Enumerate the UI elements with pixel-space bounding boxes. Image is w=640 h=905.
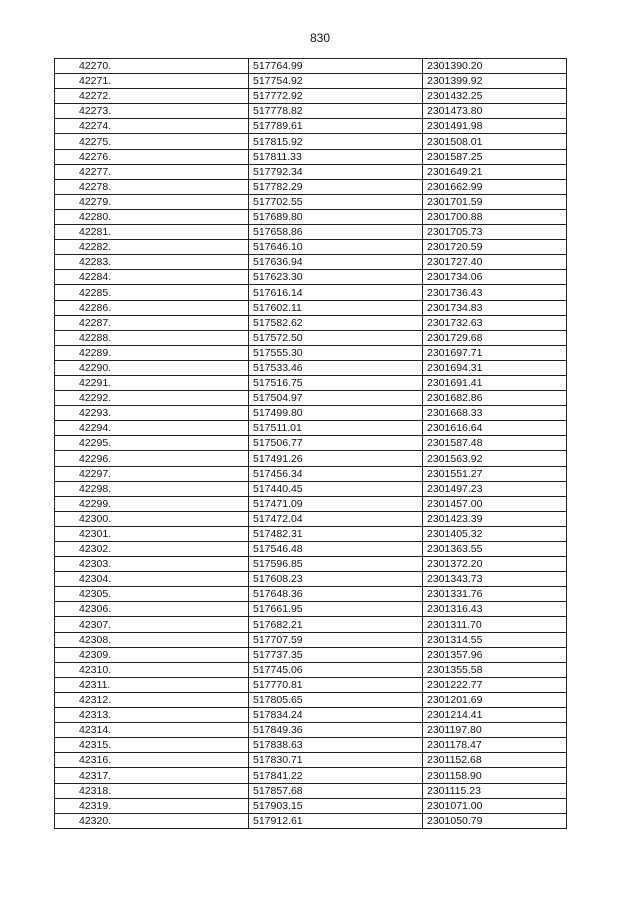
x-coordinate-cell: 517778.82 — [249, 104, 423, 119]
y-coordinate-cell: 2301616.64 — [423, 421, 567, 436]
point-id-cell: 42313. — [55, 708, 249, 723]
point-id-cell: 42312. — [55, 692, 249, 707]
x-coordinate-cell: 517511.01 — [249, 421, 423, 436]
table-row — [55, 692, 567, 707]
y-coordinate-cell: 2301152.68 — [423, 753, 567, 768]
x-coordinate-cell: 517815.92 — [249, 134, 423, 149]
point-id-cell: 42283. — [55, 255, 249, 270]
point-id-cell: 42288. — [55, 330, 249, 345]
table-row — [55, 466, 567, 481]
x-coordinate-cell: 517849.36 — [249, 723, 423, 738]
table-row — [55, 708, 567, 723]
table-row — [55, 164, 567, 179]
point-id-cell: 42291. — [55, 375, 249, 390]
y-coordinate-cell: 2301355.58 — [423, 662, 567, 677]
x-coordinate-cell: 517491.26 — [249, 451, 423, 466]
y-coordinate-cell: 2301682.86 — [423, 391, 567, 406]
y-coordinate-cell: 2301115.23 — [423, 783, 567, 798]
y-coordinate-cell: 2301691.41 — [423, 375, 567, 390]
point-id-cell: 42309. — [55, 647, 249, 662]
table-row — [55, 194, 567, 209]
x-coordinate-cell: 517805.65 — [249, 692, 423, 707]
point-id-cell: 42320. — [55, 813, 249, 828]
x-coordinate-cell: 517689.80 — [249, 209, 423, 224]
y-coordinate-cell: 2301508.01 — [423, 134, 567, 149]
table-row — [55, 753, 567, 768]
y-coordinate-cell: 2301432.25 — [423, 89, 567, 104]
table-row — [55, 315, 567, 330]
point-id-cell: 42286. — [55, 300, 249, 315]
point-id-cell: 42298. — [55, 481, 249, 496]
table-row — [55, 104, 567, 119]
table-row — [55, 813, 567, 828]
y-coordinate-cell: 2301457.00 — [423, 496, 567, 511]
point-id-cell: 42316. — [55, 753, 249, 768]
point-id-cell: 42292. — [55, 391, 249, 406]
point-id-cell: 42281. — [55, 225, 249, 240]
x-coordinate-cell: 517499.80 — [249, 406, 423, 421]
point-id-cell: 42285. — [55, 285, 249, 300]
y-coordinate-cell: 2301551.27 — [423, 466, 567, 481]
table-row — [55, 406, 567, 421]
point-id-cell: 42296. — [55, 451, 249, 466]
point-id-cell: 42306. — [55, 602, 249, 617]
y-coordinate-cell: 2301563.92 — [423, 451, 567, 466]
x-coordinate-cell: 517702.55 — [249, 194, 423, 209]
x-coordinate-cell: 517754.92 — [249, 74, 423, 89]
y-coordinate-cell: 2301178.47 — [423, 738, 567, 753]
coordinates-table — [54, 58, 567, 829]
y-coordinate-cell: 2301343.73 — [423, 572, 567, 587]
table-row — [55, 768, 567, 783]
x-coordinate-cell: 517596.85 — [249, 557, 423, 572]
point-id-cell: 42272. — [55, 89, 249, 104]
point-id-cell: 42282. — [55, 240, 249, 255]
x-coordinate-cell: 517533.46 — [249, 360, 423, 375]
point-id-cell: 42302. — [55, 542, 249, 557]
table-row — [55, 481, 567, 496]
x-coordinate-cell: 517912.61 — [249, 813, 423, 828]
y-coordinate-cell: 2301727.40 — [423, 255, 567, 270]
x-coordinate-cell: 517646.10 — [249, 240, 423, 255]
x-coordinate-cell: 517707.59 — [249, 632, 423, 647]
x-coordinate-cell: 517546.48 — [249, 542, 423, 557]
point-id-cell: 42270. — [55, 59, 249, 74]
point-id-cell: 42271. — [55, 74, 249, 89]
point-id-cell: 42310. — [55, 662, 249, 677]
y-coordinate-cell: 2301649.21 — [423, 164, 567, 179]
table-row — [55, 345, 567, 360]
y-coordinate-cell: 2301734.06 — [423, 270, 567, 285]
x-coordinate-cell: 517682.21 — [249, 617, 423, 632]
x-coordinate-cell: 517648.36 — [249, 587, 423, 602]
y-coordinate-cell: 2301372.20 — [423, 557, 567, 572]
point-id-cell: 42274. — [55, 119, 249, 134]
x-coordinate-cell: 517471.09 — [249, 496, 423, 511]
table-row — [55, 209, 567, 224]
point-id-cell: 42275. — [55, 134, 249, 149]
x-coordinate-cell: 517608.23 — [249, 572, 423, 587]
y-coordinate-cell: 2301662.99 — [423, 179, 567, 194]
x-coordinate-cell: 517770.81 — [249, 677, 423, 692]
table-row — [55, 738, 567, 753]
table-row — [55, 89, 567, 104]
table-row — [55, 225, 567, 240]
point-id-cell: 42277. — [55, 164, 249, 179]
table-row — [55, 240, 567, 255]
y-coordinate-cell: 2301668.33 — [423, 406, 567, 421]
point-id-cell: 42301. — [55, 526, 249, 541]
x-coordinate-cell: 517903.15 — [249, 798, 423, 813]
y-coordinate-cell: 2301720.59 — [423, 240, 567, 255]
y-coordinate-cell: 2301732.63 — [423, 315, 567, 330]
x-coordinate-cell: 517472.04 — [249, 511, 423, 526]
point-id-cell: 42311. — [55, 677, 249, 692]
x-coordinate-cell: 517636.94 — [249, 255, 423, 270]
point-id-cell: 42300. — [55, 511, 249, 526]
table-row — [55, 391, 567, 406]
table-row — [55, 179, 567, 194]
y-coordinate-cell: 2301197.80 — [423, 723, 567, 738]
table-row — [55, 557, 567, 572]
point-id-cell: 42299. — [55, 496, 249, 511]
table-row — [55, 602, 567, 617]
table-row — [55, 74, 567, 89]
table-row — [55, 677, 567, 692]
y-coordinate-cell: 2301316.43 — [423, 602, 567, 617]
x-coordinate-cell: 517792.34 — [249, 164, 423, 179]
y-coordinate-cell: 2301331.76 — [423, 587, 567, 602]
table-row — [55, 511, 567, 526]
point-id-cell: 42289. — [55, 345, 249, 360]
coordinates-table-body — [55, 59, 567, 829]
table-row — [55, 255, 567, 270]
y-coordinate-cell: 2301423.39 — [423, 511, 567, 526]
table-row — [55, 798, 567, 813]
x-coordinate-cell: 517516.75 — [249, 375, 423, 390]
y-coordinate-cell: 2301697.71 — [423, 345, 567, 360]
x-coordinate-cell: 517504.97 — [249, 391, 423, 406]
point-id-cell: 42308. — [55, 632, 249, 647]
point-id-cell: 42304. — [55, 572, 249, 587]
y-coordinate-cell: 2301399.92 — [423, 74, 567, 89]
y-coordinate-cell: 2301222.77 — [423, 677, 567, 692]
table-row — [55, 662, 567, 677]
y-coordinate-cell: 2301405.32 — [423, 526, 567, 541]
y-coordinate-cell: 2301357.96 — [423, 647, 567, 662]
y-coordinate-cell: 2301497.23 — [423, 481, 567, 496]
table-row — [55, 59, 567, 74]
y-coordinate-cell: 2301700.88 — [423, 209, 567, 224]
x-coordinate-cell: 517834.24 — [249, 708, 423, 723]
table-row — [55, 632, 567, 647]
x-coordinate-cell: 517602.11 — [249, 300, 423, 315]
table-row — [55, 723, 567, 738]
table-row — [55, 360, 567, 375]
point-id-cell: 42295. — [55, 436, 249, 451]
y-coordinate-cell: 2301071.00 — [423, 798, 567, 813]
x-coordinate-cell: 517658.86 — [249, 225, 423, 240]
table-row — [55, 496, 567, 511]
point-id-cell: 42280. — [55, 209, 249, 224]
x-coordinate-cell: 517838.63 — [249, 738, 423, 753]
point-id-cell: 42319. — [55, 798, 249, 813]
table-row — [55, 149, 567, 164]
y-coordinate-cell: 2301701.59 — [423, 194, 567, 209]
y-coordinate-cell: 2301694.31 — [423, 360, 567, 375]
table-row — [55, 542, 567, 557]
table-row — [55, 572, 567, 587]
y-coordinate-cell: 2301491.98 — [423, 119, 567, 134]
x-coordinate-cell: 517456.34 — [249, 466, 423, 481]
x-coordinate-cell: 517623.30 — [249, 270, 423, 285]
point-id-cell: 42297. — [55, 466, 249, 481]
point-id-cell: 42276. — [55, 149, 249, 164]
point-id-cell: 42317. — [55, 768, 249, 783]
y-coordinate-cell: 2301214.41 — [423, 708, 567, 723]
x-coordinate-cell: 517830.71 — [249, 753, 423, 768]
point-id-cell: 42273. — [55, 104, 249, 119]
x-coordinate-cell: 517789.61 — [249, 119, 423, 134]
x-coordinate-cell: 517745.06 — [249, 662, 423, 677]
y-coordinate-cell: 2301158.90 — [423, 768, 567, 783]
page-number: 830 — [309, 31, 331, 45]
point-id-cell: 42278. — [55, 179, 249, 194]
y-coordinate-cell: 2301587.48 — [423, 436, 567, 451]
x-coordinate-cell: 517616.14 — [249, 285, 423, 300]
y-coordinate-cell: 2301734.83 — [423, 300, 567, 315]
point-id-cell: 42294. — [55, 421, 249, 436]
x-coordinate-cell: 517841.22 — [249, 768, 423, 783]
x-coordinate-cell: 517506.77 — [249, 436, 423, 451]
x-coordinate-cell: 517764.99 — [249, 59, 423, 74]
x-coordinate-cell: 517772.92 — [249, 89, 423, 104]
y-coordinate-cell: 2301201.69 — [423, 692, 567, 707]
point-id-cell: 42293. — [55, 406, 249, 421]
point-id-cell: 42279. — [55, 194, 249, 209]
point-id-cell: 42314. — [55, 723, 249, 738]
table-row — [55, 451, 567, 466]
table-row — [55, 134, 567, 149]
point-id-cell: 42287. — [55, 315, 249, 330]
x-coordinate-cell: 517782.29 — [249, 179, 423, 194]
table-row — [55, 421, 567, 436]
x-coordinate-cell: 517661.95 — [249, 602, 423, 617]
table-row — [55, 783, 567, 798]
table-row — [55, 119, 567, 134]
y-coordinate-cell: 2301729.68 — [423, 330, 567, 345]
point-id-cell: 42307. — [55, 617, 249, 632]
x-coordinate-cell: 517811.33 — [249, 149, 423, 164]
point-id-cell: 42284. — [55, 270, 249, 285]
table-row — [55, 285, 567, 300]
y-coordinate-cell: 2301363.55 — [423, 542, 567, 557]
x-coordinate-cell: 517440.45 — [249, 481, 423, 496]
x-coordinate-cell: 517857.68 — [249, 783, 423, 798]
point-id-cell: 42305. — [55, 587, 249, 602]
x-coordinate-cell: 517555.30 — [249, 345, 423, 360]
point-id-cell: 42315. — [55, 738, 249, 753]
table-row — [55, 330, 567, 345]
x-coordinate-cell: 517582.62 — [249, 315, 423, 330]
y-coordinate-cell: 2301390.20 — [423, 59, 567, 74]
x-coordinate-cell: 517737.35 — [249, 647, 423, 662]
y-coordinate-cell: 2301473.80 — [423, 104, 567, 119]
point-id-cell: 42290. — [55, 360, 249, 375]
y-coordinate-cell: 2301314.55 — [423, 632, 567, 647]
table-row — [55, 526, 567, 541]
x-coordinate-cell: 517572.50 — [249, 330, 423, 345]
table-row — [55, 647, 567, 662]
y-coordinate-cell: 2301736.43 — [423, 285, 567, 300]
x-coordinate-cell: 517482.31 — [249, 526, 423, 541]
table-row — [55, 300, 567, 315]
table-row — [55, 587, 567, 602]
y-coordinate-cell: 2301311.70 — [423, 617, 567, 632]
table-row — [55, 436, 567, 451]
y-coordinate-cell: 2301050.79 — [423, 813, 567, 828]
point-id-cell: 42318. — [55, 783, 249, 798]
y-coordinate-cell: 2301705.73 — [423, 225, 567, 240]
point-id-cell: 42303. — [55, 557, 249, 572]
table-row — [55, 375, 567, 390]
table-row — [55, 270, 567, 285]
table-row — [55, 617, 567, 632]
y-coordinate-cell: 2301587.25 — [423, 149, 567, 164]
